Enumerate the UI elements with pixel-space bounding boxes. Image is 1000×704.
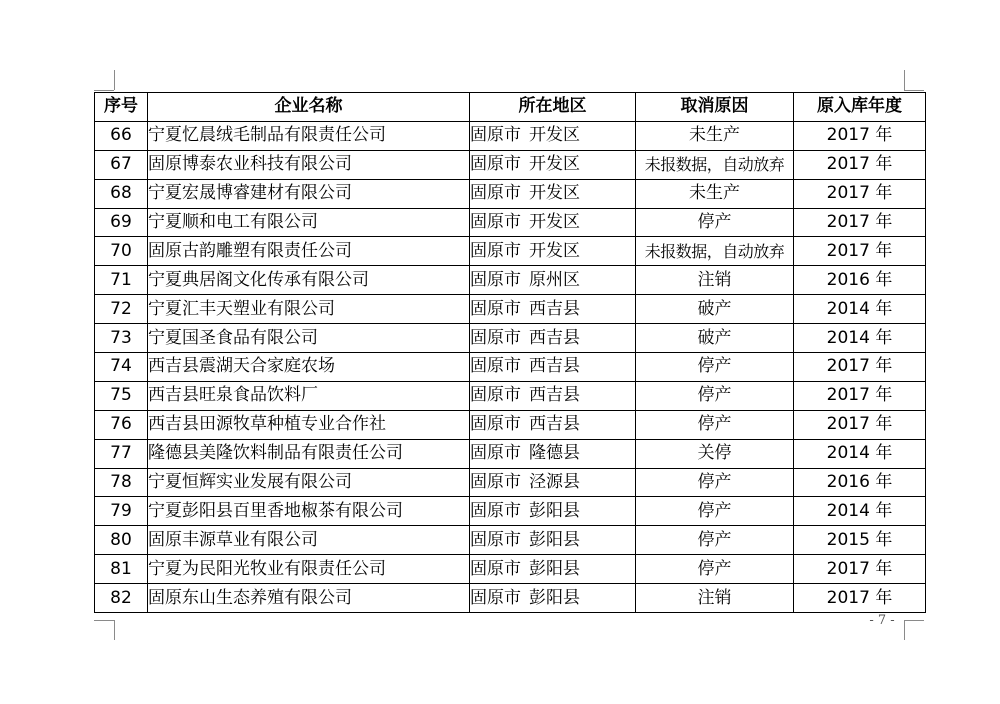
cell-location bbox=[470, 295, 636, 324]
header-original-year: 原入库年度 bbox=[794, 93, 926, 122]
cell-original-year: 2017 年 bbox=[794, 584, 926, 613]
cell-original-year: 2014 年 bbox=[794, 324, 926, 353]
table-row bbox=[95, 121, 926, 150]
cell-location bbox=[470, 555, 636, 584]
cell-cancel-reason: 停产 bbox=[636, 353, 794, 382]
cell-company-name: 宁夏顺和电工有限公司 bbox=[148, 208, 470, 237]
cell-serial-no: 74 bbox=[95, 353, 148, 382]
cell-company-name: 西吉县田源牧草种植专业合作社 bbox=[148, 410, 470, 439]
cell-cancel-reason: 停产 bbox=[636, 526, 794, 555]
cell-serial-no: 81 bbox=[95, 555, 148, 584]
cell-district: 隆德县 bbox=[529, 443, 580, 464]
cell-original-year: 2017 年 bbox=[794, 410, 926, 439]
cell-city: 固原市 bbox=[470, 212, 521, 232]
cell-district: 西吉县 bbox=[529, 356, 580, 377]
cell-district: 彭阳县 bbox=[529, 529, 580, 550]
table-row bbox=[95, 526, 926, 555]
cell-district: 彭阳县 bbox=[529, 558, 580, 579]
cell-district: 开发区 bbox=[529, 125, 580, 146]
cell-district: 泾源县 bbox=[529, 472, 580, 493]
cell-original-year: 2017 年 bbox=[794, 208, 926, 237]
cell-cancel-reason: 停产 bbox=[636, 497, 794, 526]
cell-serial-no: 75 bbox=[95, 381, 148, 410]
cell-district: 原州区 bbox=[529, 269, 580, 290]
table-row bbox=[95, 208, 926, 237]
cell-cancel-reason: 未报数据，自动放弃 bbox=[636, 237, 794, 266]
cell-serial-no: 72 bbox=[95, 295, 148, 324]
cell-location bbox=[470, 584, 636, 613]
cell-serial-no: 70 bbox=[95, 237, 148, 266]
cell-serial-no: 79 bbox=[95, 497, 148, 526]
cell-location bbox=[470, 439, 636, 468]
cell-company-name: 隆德县美隆饮料制品有限责任公司 bbox=[148, 439, 470, 468]
cell-original-year: 2017 年 bbox=[794, 555, 926, 584]
cell-serial-no: 67 bbox=[95, 150, 148, 179]
table-header-row bbox=[95, 93, 926, 122]
cell-city: 固原市 bbox=[470, 154, 521, 175]
enterprise-cancellation-table bbox=[94, 92, 926, 613]
cell-location bbox=[470, 353, 636, 382]
cell-original-year: 2015 年 bbox=[794, 526, 926, 555]
cell-city: 固原市 bbox=[470, 500, 521, 521]
header-location: 所在地区 bbox=[470, 93, 636, 122]
cell-district: 西吉县 bbox=[529, 385, 580, 406]
cell-company-name: 宁夏恒辉实业发展有限公司 bbox=[148, 468, 470, 497]
cell-district: 西吉县 bbox=[529, 298, 580, 319]
cell-original-year: 2014 年 bbox=[794, 439, 926, 468]
cell-serial-no: 73 bbox=[95, 324, 148, 353]
cell-original-year: 2017 年 bbox=[794, 150, 926, 179]
cell-location bbox=[470, 381, 636, 410]
cell-serial-no: 77 bbox=[95, 439, 148, 468]
table-row bbox=[95, 468, 926, 497]
cell-company-name: 固原古韵雕塑有限责任公司 bbox=[148, 237, 470, 266]
cell-location bbox=[470, 150, 636, 179]
table-row bbox=[95, 150, 926, 179]
cell-city: 固原市 bbox=[470, 529, 521, 550]
cell-serial-no: 66 bbox=[95, 121, 148, 150]
cell-original-year: 2016 年 bbox=[794, 266, 926, 295]
table-body bbox=[95, 121, 926, 612]
cell-serial-no: 82 bbox=[95, 584, 148, 613]
cell-company-name: 宁夏汇丰天塑业有限公司 bbox=[148, 295, 470, 324]
cell-company-name: 宁夏为民阳光牧业有限责任公司 bbox=[148, 555, 470, 584]
table-row bbox=[95, 179, 926, 208]
cell-company-name: 固原东山生态养殖有限公司 bbox=[148, 584, 470, 613]
cell-location bbox=[470, 121, 636, 150]
table-row bbox=[95, 410, 926, 439]
page-number: - 7 - bbox=[869, 613, 895, 628]
cell-cancel-reason: 停产 bbox=[636, 555, 794, 584]
cell-original-year: 2017 年 bbox=[794, 353, 926, 382]
cell-cancel-reason: 关停 bbox=[636, 439, 794, 468]
cell-company-name: 宁夏彭阳县百里香地椒茶有限公司 bbox=[148, 497, 470, 526]
cell-city: 固原市 bbox=[470, 472, 521, 493]
cell-cancel-reason: 停产 bbox=[636, 381, 794, 410]
cell-district: 开发区 bbox=[529, 183, 580, 204]
cell-cancel-reason: 注销 bbox=[636, 584, 794, 613]
header-company-name: 企业名称 bbox=[148, 93, 470, 122]
cell-location bbox=[470, 208, 636, 237]
cell-location bbox=[470, 237, 636, 266]
cell-company-name: 宁夏国圣食品有限公司 bbox=[148, 324, 470, 353]
cell-city: 固原市 bbox=[470, 327, 521, 348]
cell-location bbox=[470, 468, 636, 497]
cell-cancel-reason: 破产 bbox=[636, 295, 794, 324]
cell-city: 固原市 bbox=[470, 587, 521, 608]
cell-company-name: 西吉县震湖天合家庭农场 bbox=[148, 353, 470, 382]
cell-serial-no: 69 bbox=[95, 208, 148, 237]
cell-serial-no: 80 bbox=[95, 526, 148, 555]
cell-cancel-reason: 未生产 bbox=[636, 179, 794, 208]
cell-cancel-reason: 注销 bbox=[636, 266, 794, 295]
cell-original-year: 2014 年 bbox=[794, 295, 926, 324]
cell-original-year: 2017 年 bbox=[794, 121, 926, 150]
cell-city: 固原市 bbox=[470, 125, 521, 146]
cell-city: 固原市 bbox=[470, 558, 521, 579]
cell-original-year: 2014 年 bbox=[794, 497, 926, 526]
table-row bbox=[95, 439, 926, 468]
cell-company-name: 宁夏典居阁文化传承有限公司 bbox=[148, 266, 470, 295]
cell-city: 固原市 bbox=[470, 385, 521, 406]
cell-cancel-reason: 破产 bbox=[636, 324, 794, 353]
cell-original-year: 2017 年 bbox=[794, 381, 926, 410]
cell-district: 西吉县 bbox=[529, 327, 580, 348]
cell-serial-no: 68 bbox=[95, 179, 148, 208]
cell-city: 固原市 bbox=[470, 443, 521, 464]
cell-city: 固原市 bbox=[470, 414, 521, 435]
cell-location bbox=[470, 266, 636, 295]
cell-city: 固原市 bbox=[470, 183, 521, 204]
cell-original-year: 2017 年 bbox=[794, 237, 926, 266]
cell-location bbox=[470, 497, 636, 526]
cell-cancel-reason: 停产 bbox=[636, 208, 794, 237]
cell-district: 彭阳县 bbox=[529, 500, 580, 521]
cell-company-name: 宁夏忆晨绒毛制品有限责任公司 bbox=[148, 121, 470, 150]
cell-serial-no: 78 bbox=[95, 468, 148, 497]
cell-company-name: 西吉县旺泉食品饮料厂 bbox=[148, 381, 470, 410]
cell-city: 固原市 bbox=[470, 298, 521, 319]
table-row bbox=[95, 266, 926, 295]
cell-cancel-reason: 停产 bbox=[636, 410, 794, 439]
table-row bbox=[95, 353, 926, 382]
cell-district: 开发区 bbox=[529, 154, 580, 175]
table-row bbox=[95, 584, 926, 613]
header-serial-no: 序号 bbox=[95, 93, 148, 122]
cell-serial-no: 71 bbox=[95, 266, 148, 295]
cell-location bbox=[470, 324, 636, 353]
cell-company-name: 固原博泰农业科技有限公司 bbox=[148, 150, 470, 179]
table-row bbox=[95, 381, 926, 410]
cell-city: 固原市 bbox=[470, 356, 521, 377]
table-row bbox=[95, 324, 926, 353]
cell-district: 开发区 bbox=[529, 240, 580, 261]
cell-cancel-reason: 未生产 bbox=[636, 121, 794, 150]
cell-original-year: 2017 年 bbox=[794, 179, 926, 208]
table-row bbox=[95, 555, 926, 584]
cell-original-year: 2016 年 bbox=[794, 468, 926, 497]
cell-cancel-reason: 未报数据，自动放弃 bbox=[636, 150, 794, 179]
table-row bbox=[95, 295, 926, 324]
table-row bbox=[95, 497, 926, 526]
header-cancel-reason: 取消原因 bbox=[636, 93, 794, 122]
cell-cancel-reason: 停产 bbox=[636, 468, 794, 497]
table-row bbox=[95, 237, 926, 266]
cell-location bbox=[470, 179, 636, 208]
cell-district: 西吉县 bbox=[529, 414, 580, 435]
cell-company-name: 固原丰源草业有限公司 bbox=[148, 526, 470, 555]
cell-location bbox=[470, 410, 636, 439]
cell-company-name: 宁夏宏晟博睿建材有限公司 bbox=[148, 179, 470, 208]
cell-city: 固原市 bbox=[470, 240, 521, 261]
cell-serial-no: 76 bbox=[95, 410, 148, 439]
cell-district: 彭阳县 bbox=[529, 587, 580, 608]
cell-district: 开发区 bbox=[529, 212, 580, 232]
cell-city: 固原市 bbox=[470, 269, 521, 290]
cell-location bbox=[470, 526, 636, 555]
